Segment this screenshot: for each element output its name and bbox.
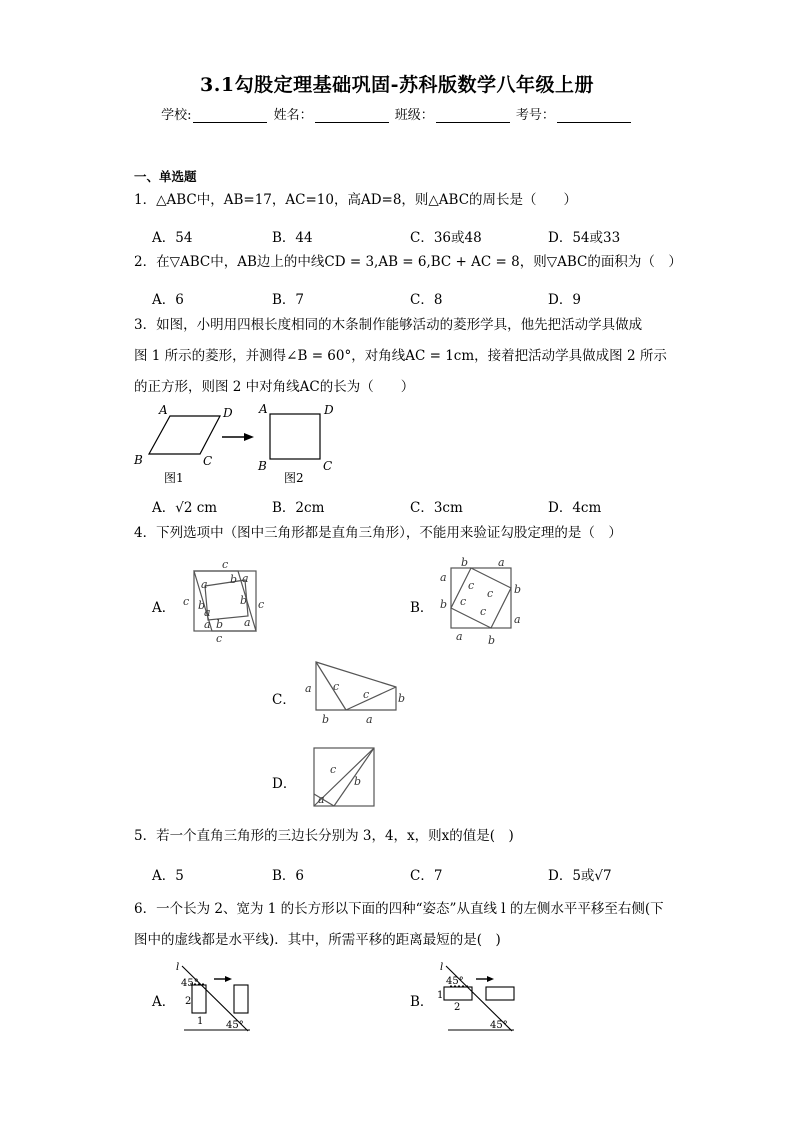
label: 2 <box>454 1002 461 1013</box>
label: C <box>323 459 333 473</box>
school-blank[interactable] <box>193 110 267 123</box>
label: c <box>330 763 337 776</box>
label: b <box>240 594 248 607</box>
page-title: 3.1勾股定理基础巩固-苏科版数学八年级上册 <box>200 74 594 96</box>
label: D <box>223 406 233 420</box>
q4-figure-d <box>310 744 380 810</box>
label-l: l <box>440 962 444 973</box>
label: a <box>244 616 251 629</box>
label: a <box>498 556 505 569</box>
label: a <box>440 571 447 584</box>
label: b <box>440 598 448 611</box>
label: c <box>487 587 494 600</box>
q4-figure-a <box>180 558 270 644</box>
angle-label: 45° <box>490 1020 508 1031</box>
q4-option-a[interactable]: A． <box>152 600 176 616</box>
q5-option-d[interactable]: D．5或√7 <box>548 868 612 884</box>
q5-option-b[interactable]: B．6 <box>272 868 305 884</box>
q2-option-d[interactable]: D．9 <box>548 292 581 308</box>
student-info-row <box>0 104 794 123</box>
q1-option-a[interactable]: A．54 <box>152 230 193 246</box>
label: a <box>204 618 211 631</box>
q3-figure <box>130 402 340 488</box>
label: c <box>333 680 340 693</box>
label: b <box>216 618 224 631</box>
label: a <box>204 606 211 619</box>
label: c <box>480 605 487 618</box>
name-blank[interactable] <box>315 110 389 123</box>
q4-option-b[interactable]: B． <box>410 600 434 616</box>
q2-option-b[interactable]: B．7 <box>272 292 305 308</box>
q4-option-c[interactable]: C． <box>272 692 296 708</box>
label: 1 <box>197 1016 204 1027</box>
arrow-head-icon <box>244 433 254 441</box>
label: A <box>259 402 268 416</box>
school-label: 学校: <box>161 108 192 123</box>
arrow-icon <box>225 976 232 982</box>
label: c <box>216 632 223 644</box>
label: c <box>258 598 265 611</box>
number-blank[interactable] <box>557 110 631 123</box>
q4-figure-c <box>300 655 410 727</box>
q3-option-c[interactable]: C．3cm <box>410 500 463 516</box>
label: b <box>230 573 238 586</box>
label-l: l <box>176 962 180 973</box>
label: c <box>222 558 229 571</box>
label: b <box>198 599 206 612</box>
q6-option-a[interactable]: A． <box>152 994 176 1010</box>
angle-label: 45° <box>226 1020 244 1031</box>
label: a <box>242 572 249 585</box>
number-label: 考号： <box>515 108 555 123</box>
q4-option-d[interactable]: D． <box>272 776 297 792</box>
label: a <box>318 793 325 806</box>
question-3-line1: 3．如图，小明用四根长度相同的木条制作能够活动的菱形学具，他先把活动学具做成 <box>134 317 643 333</box>
label: b <box>514 583 522 596</box>
figure-2-caption: 图2 <box>284 471 304 485</box>
question-4-stem: 4．下列选项中（图中三角形都是直角三角形），不能用来验证勾股定理的是（ ） <box>134 525 622 541</box>
q4-figure-b <box>436 553 526 645</box>
label: c <box>468 579 475 592</box>
q2-option-a[interactable]: A．6 <box>152 292 184 308</box>
question-3-line3: 的正方形，则图 2 中对角线AC的长为（ ） <box>134 379 415 395</box>
q2-option-c[interactable]: C．8 <box>410 292 443 308</box>
label: a <box>366 713 373 726</box>
label: C <box>203 454 213 468</box>
label: a <box>514 613 521 626</box>
label: b <box>461 556 469 569</box>
class-blank[interactable] <box>436 110 510 123</box>
square-shape <box>270 414 320 459</box>
q3-option-b[interactable]: B．2cm <box>272 500 325 516</box>
q6-figure-a <box>172 960 258 1034</box>
class-label: 班级： <box>394 108 434 123</box>
rhombus-shape <box>149 416 220 454</box>
question-3-line2: 图 1 所示的菱形，并测得∠B = 60°，对角线AC = 1cm，接着把活动学具做成图 2 所示 <box>134 348 667 364</box>
label: a <box>456 630 463 643</box>
q1-option-b[interactable]: B．44 <box>272 230 313 246</box>
label: 2 <box>185 996 192 1007</box>
label: b <box>398 692 406 705</box>
label: b <box>354 775 362 788</box>
angle-label: 45° <box>181 978 199 989</box>
q6-figure-b <box>432 960 522 1034</box>
label: a <box>305 682 312 695</box>
arrow-icon <box>487 976 494 982</box>
label: c <box>183 595 190 608</box>
question-2-stem: 2．在▽ABC中，AB边上的中线CD = 3,AB = 6,BC + AC = 8，则▽ABC的面积为（ ） <box>134 254 682 270</box>
question-1-stem: 1．△ABC中，AB=17，AC=10，高AD=8，则△ABC的周长是（ ） <box>134 192 578 208</box>
q1-option-d[interactable]: D．54或33 <box>548 230 621 246</box>
q1-option-c[interactable]: C．36或48 <box>410 230 482 246</box>
label: D <box>324 403 334 417</box>
label: c <box>460 595 467 608</box>
question-6-line1: 6．一个长为 2、宽为 1 的长方形以下面的四种“姿态”从直线 l 的左侧水平平移至右侧(下 <box>134 901 664 917</box>
label: c <box>363 688 370 701</box>
figure-1-caption: 图1 <box>164 471 184 485</box>
label: B <box>134 453 143 467</box>
question-6-line2: 图中的虚线都是水平线)．其中，所需平移的距离最短的是( ) <box>134 932 501 948</box>
angle-label: 45° <box>446 976 464 987</box>
label: a <box>201 578 208 591</box>
q5-option-a[interactable]: A．5 <box>152 868 184 884</box>
q6-option-b[interactable]: B． <box>410 994 434 1010</box>
label: A <box>159 403 168 417</box>
label: b <box>322 713 330 726</box>
q3-option-d[interactable]: D．4cm <box>548 500 602 516</box>
label: 1 <box>437 990 444 1001</box>
q5-option-c[interactable]: C．7 <box>410 868 443 884</box>
section-heading: 一、单选题 <box>134 169 197 184</box>
label: b <box>488 634 496 645</box>
q3-option-a[interactable]: A．√2 cm <box>152 500 218 516</box>
question-5-stem: 5．若一个直角三角形的三边长分别为 3，4，x，则x的值是( ) <box>134 828 514 844</box>
name-label: 姓名： <box>273 108 313 123</box>
label: B <box>258 459 267 473</box>
